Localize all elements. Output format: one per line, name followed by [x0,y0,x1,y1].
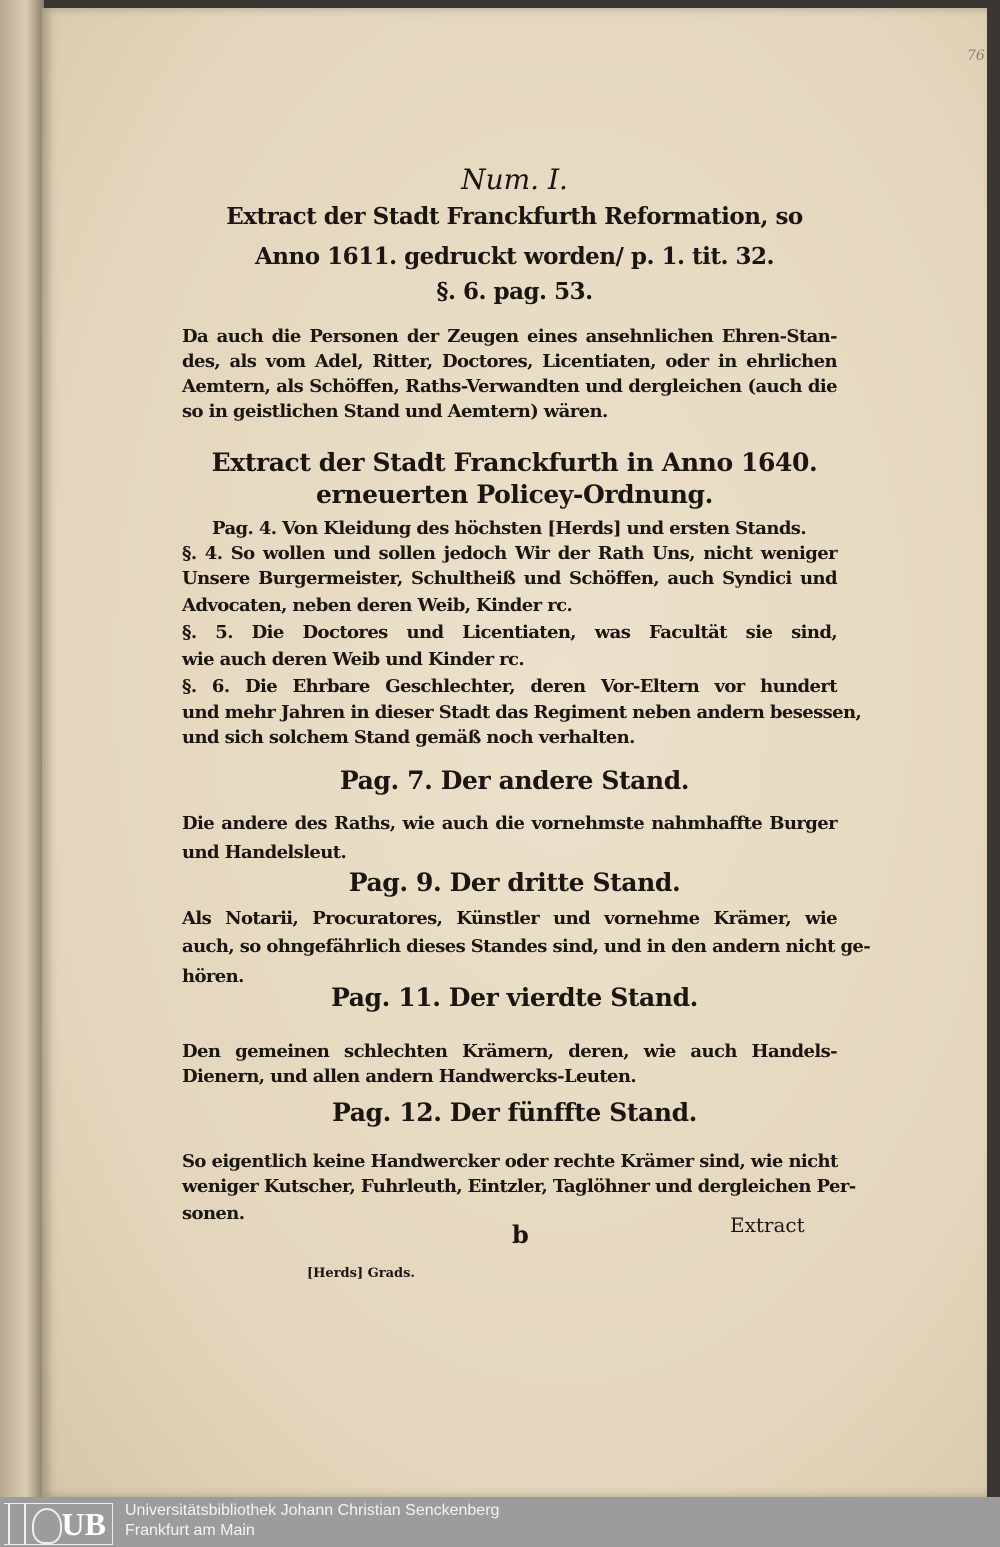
extract2-heading-1: Extract der Stadt Franckfurth in Anno 1640. [211,448,818,477]
text-line: und mehr Jahren in dieser Stadt das Regiment neben andern besessen, [182,702,862,723]
library-location: Frankfurt am Main [125,1522,255,1539]
text-line: des, als vom Adel, Ritter, Doctores, Licentiaten, oder in ehrlichen [182,351,837,372]
section-heading: Pag. 11. Der vierdte Stand. [331,983,698,1012]
text-line: So eigentlich keine Handwercker oder rechte Krämer sind, wie nicht [182,1151,838,1172]
text-line: Dienern, und allen andern Handwercks-Leuten. [182,1066,637,1087]
section-heading: Pag. 7. Der andere Stand. [339,766,690,795]
text-line: Aemtern, als Schöffen, Raths-Verwandten und dergleichen (auch die [182,376,837,397]
text-line: Da auch die Personen der Zeugen eines ansehnlichen Ehren-Stan- [182,326,837,347]
text-line: wie auch deren Weib und Kinder rc. [182,649,525,670]
text-line: §. 4. So wollen und sollen jedoch Wir der Rath Uns, nicht weniger [182,543,837,564]
section-heading: Pag. 9. Der dritte Stand. [348,868,681,897]
text-line: so in geistlichen Stand und Aemtern) wären. [182,401,608,422]
document-title: Num. I. [461,163,568,196]
text-line: Den gemeinen schlechten Krämern, deren, wie auch Handels- [182,1041,837,1062]
document-page [42,8,987,1497]
footnote: [Herds] Grads. [307,1266,415,1281]
library-name: Universitätsbibliothek Johann Christian Senckenberg [125,1502,500,1519]
library-footer [0,1497,1000,1547]
text-line: weniger Kutscher, Fuhrleuth, Eintzler, Taglöhner und dergleichen Per- [182,1176,856,1197]
text-line: auch, so ohngefährlich dieses Standes sind, und in den andern nicht ge- [182,936,871,957]
catchword: Extract [730,1213,805,1237]
text-line: Pag. 4. Von Kleidung des höchsten [Herds] und ersten Stands. [212,518,807,539]
text-line: §. 6. Die Ehrbare Geschlechter, deren Vor-Eltern vor hundert [182,676,837,697]
text-line: Die andere des Raths, wie auch die vornehmste nahmhaffte Burger [182,813,837,834]
signature-mark: b [512,1220,529,1249]
text-line: Advocaten, neben deren Weib, Kinder rc. [182,595,573,616]
text-line: und Handelsleut. [182,842,347,863]
extract2-heading-2: erneuerten Policey-Ordnung. [316,480,713,509]
section-heading: Pag. 12. Der fünffte Stand. [331,1098,697,1127]
text-line: Unsere Burgermeister, Schultheiß und Schöffen, auch Syndici und [182,568,837,589]
text-line: sonen. [182,1203,245,1224]
text-line: Als Notarii, Procuratores, Künstler und vornehme Krämer, wie [182,908,837,929]
text-line: §. 5. Die Doctores und Licentiaten, was Facultät sie sind, [182,622,837,643]
text-line: hören. [182,966,244,987]
left-page-edge [0,0,44,1497]
logo-text: UB [61,1506,106,1542]
pencil-page-number: 76 [967,48,985,64]
library-logo [4,1503,113,1545]
extract1-heading-3: §. 6. pag. 53. [436,278,593,305]
text-line: und sich solchem Stand gemäß noch verhalten. [182,727,635,748]
extract1-heading-2: Anno 1611. gedruckt worden/ p. 1. tit. 32. [254,243,775,270]
extract1-heading-1: Extract der Stadt Franckfurth Reformation, so [226,203,803,230]
